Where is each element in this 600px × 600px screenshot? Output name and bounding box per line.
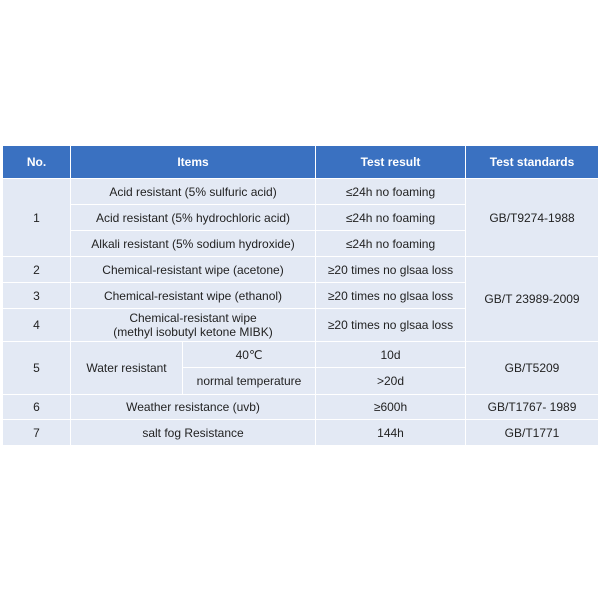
condition-cell: 40℃ bbox=[183, 342, 316, 368]
table-row bbox=[3, 395, 599, 420]
table-row bbox=[3, 420, 599, 446]
row-number: 2 bbox=[3, 257, 71, 283]
condition-cell: normal temperature bbox=[183, 368, 316, 395]
item-cell: salt fog Resistance bbox=[71, 420, 316, 446]
header-items: Items bbox=[71, 146, 316, 179]
item-cell-two-line bbox=[71, 309, 316, 342]
item-cell: Water resistant bbox=[71, 342, 183, 395]
item-line-1: Chemical-resistant wipe bbox=[129, 311, 257, 325]
standard-cell: GB/T9274-1988 bbox=[466, 179, 599, 257]
row-number: 3 bbox=[3, 283, 71, 309]
row-number: 4 bbox=[3, 309, 71, 342]
row-number: 7 bbox=[3, 420, 71, 446]
result-cell: ≤24h no foaming bbox=[316, 231, 466, 257]
result-cell: ≥20 times no glsaa loss bbox=[316, 309, 466, 342]
table-header-row bbox=[3, 146, 599, 179]
table-row bbox=[3, 257, 599, 283]
row-number: 5 bbox=[3, 342, 71, 395]
result-cell: ≥20 times no glsaa loss bbox=[316, 257, 466, 283]
item-cell: Weather resistance (uvb) bbox=[71, 395, 316, 420]
result-cell: 10d bbox=[316, 342, 466, 368]
item-cell: Alkali resistant (5% sodium hydroxide) bbox=[71, 231, 316, 257]
standard-cell: GB/T1767- 1989 bbox=[466, 395, 599, 420]
standard-cell: GB/T 23989-2009 bbox=[466, 257, 599, 342]
result-cell: >20d bbox=[316, 368, 466, 395]
header-test-standards: Test standards bbox=[466, 146, 599, 179]
result-cell: 144h bbox=[316, 420, 466, 446]
result-cell: ≥20 times no glsaa loss bbox=[316, 283, 466, 309]
row-number: 6 bbox=[3, 395, 71, 420]
standard-cell: GB/T1771 bbox=[466, 420, 599, 446]
test-results-table-container bbox=[2, 145, 598, 446]
result-cell: ≤24h no foaming bbox=[316, 179, 466, 205]
standard-cell: GB/T5209 bbox=[466, 342, 599, 395]
test-results-table bbox=[2, 145, 599, 446]
row-number: 1 bbox=[3, 179, 71, 257]
table-row bbox=[3, 179, 599, 205]
result-cell: ≥600h bbox=[316, 395, 466, 420]
result-cell: ≤24h no foaming bbox=[316, 205, 466, 231]
item-cell: Acid resistant (5% sulfuric acid) bbox=[71, 179, 316, 205]
item-line-2: (methyl isobutyl ketone MIBK) bbox=[113, 325, 273, 339]
item-cell: Chemical-resistant wipe (acetone) bbox=[71, 257, 316, 283]
item-cell: Chemical-resistant wipe (ethanol) bbox=[71, 283, 316, 309]
table-row bbox=[3, 342, 599, 368]
header-no: No. bbox=[3, 146, 71, 179]
item-cell: Acid resistant (5% hydrochloric acid) bbox=[71, 205, 316, 231]
header-test-result: Test result bbox=[316, 146, 466, 179]
